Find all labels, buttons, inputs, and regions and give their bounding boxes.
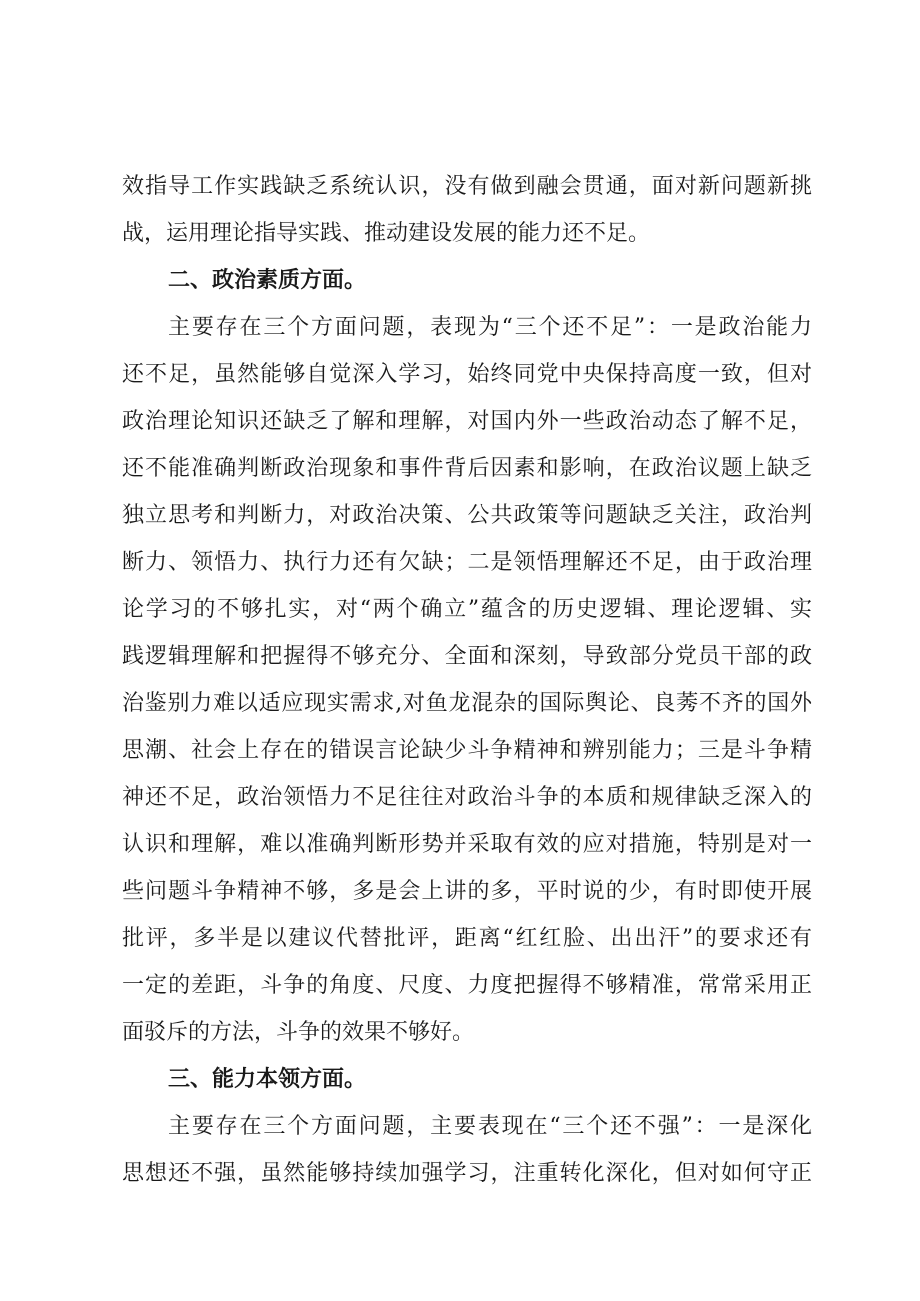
body-line: 还不能准确判断政治现象和事件背后因素和影响，在政治议题上缺乏 bbox=[122, 456, 812, 481]
body-line: 主要存在三个方面问题，表现为“三个还不足”：一是政治能力 bbox=[168, 315, 812, 340]
body-line: 神还不足，政治领悟力不足往往对政治斗争的本质和规律缺乏深入的 bbox=[122, 785, 812, 810]
document-body bbox=[122, 163, 812, 1197]
body-line: 还不足，虽然能够自觉深入学习，始终同党中央保持高度一致，但对 bbox=[122, 362, 812, 387]
body-line: 断力、领悟力、执行力还有欠缺；二是领悟理解还不足，由于政治理 bbox=[122, 550, 812, 575]
body-line: 批评，多半是以建议代替批评，距离“红红脸、出出汗”的要求还有 bbox=[122, 926, 812, 951]
body-line: 独立思考和判断力，对政治决策、公共政策等问题缺乏关注，政治判 bbox=[122, 503, 812, 528]
body-line: 思潮、社会上存在的错误言论缺少斗争精神和辨别能力；三是斗争精 bbox=[122, 738, 812, 763]
body-line: 主要存在三个方面问题，主要表现在“三个还不强”：一是深化 bbox=[168, 1114, 812, 1139]
body-line: 思想还不强，虽然能够持续加强学习，注重转化深化，但对如何守正 bbox=[122, 1161, 812, 1186]
body-line: 政治理论知识还缺乏了解和理解，对国内外一些政治动态了解不足， bbox=[122, 409, 812, 434]
body-line: 认识和理解，难以准确判断形势并采取有效的应对措施，特别是对一 bbox=[122, 832, 812, 857]
body-line: 践逻辑理解和把握得不够充分、全面和深刻，导致部分党员干部的政 bbox=[122, 644, 812, 669]
body-line: 一定的差距，斗争的角度、尺度、力度把握得不够精准，常常采用正 bbox=[122, 973, 812, 998]
body-line: 战，运用理论指导实践、推动建设发展的能力还不足。 bbox=[122, 221, 651, 246]
body-line: 论学习的不够扎实，对“两个确立”蕴含的历史逻辑、理论逻辑、实 bbox=[122, 597, 812, 622]
body-line: 面驳斥的方法，斗争的效果不够好。 bbox=[122, 1020, 475, 1045]
section-heading-ability: 三、能力本领方面。 bbox=[168, 1067, 367, 1092]
body-line: 治鉴别力难以适应现实需求,对鱼龙混杂的国际舆论、良莠不齐的国外 bbox=[122, 691, 812, 716]
body-line: 些问题斗争精神不够，多是会上讲的多，平时说的少，有时即使开展 bbox=[122, 879, 812, 904]
body-line: 效指导工作实践缺乏系统认识，没有做到融会贯通，面对新问题新挑 bbox=[122, 174, 812, 199]
section-heading-political-quality: 二、政治素质方面。 bbox=[168, 268, 367, 293]
